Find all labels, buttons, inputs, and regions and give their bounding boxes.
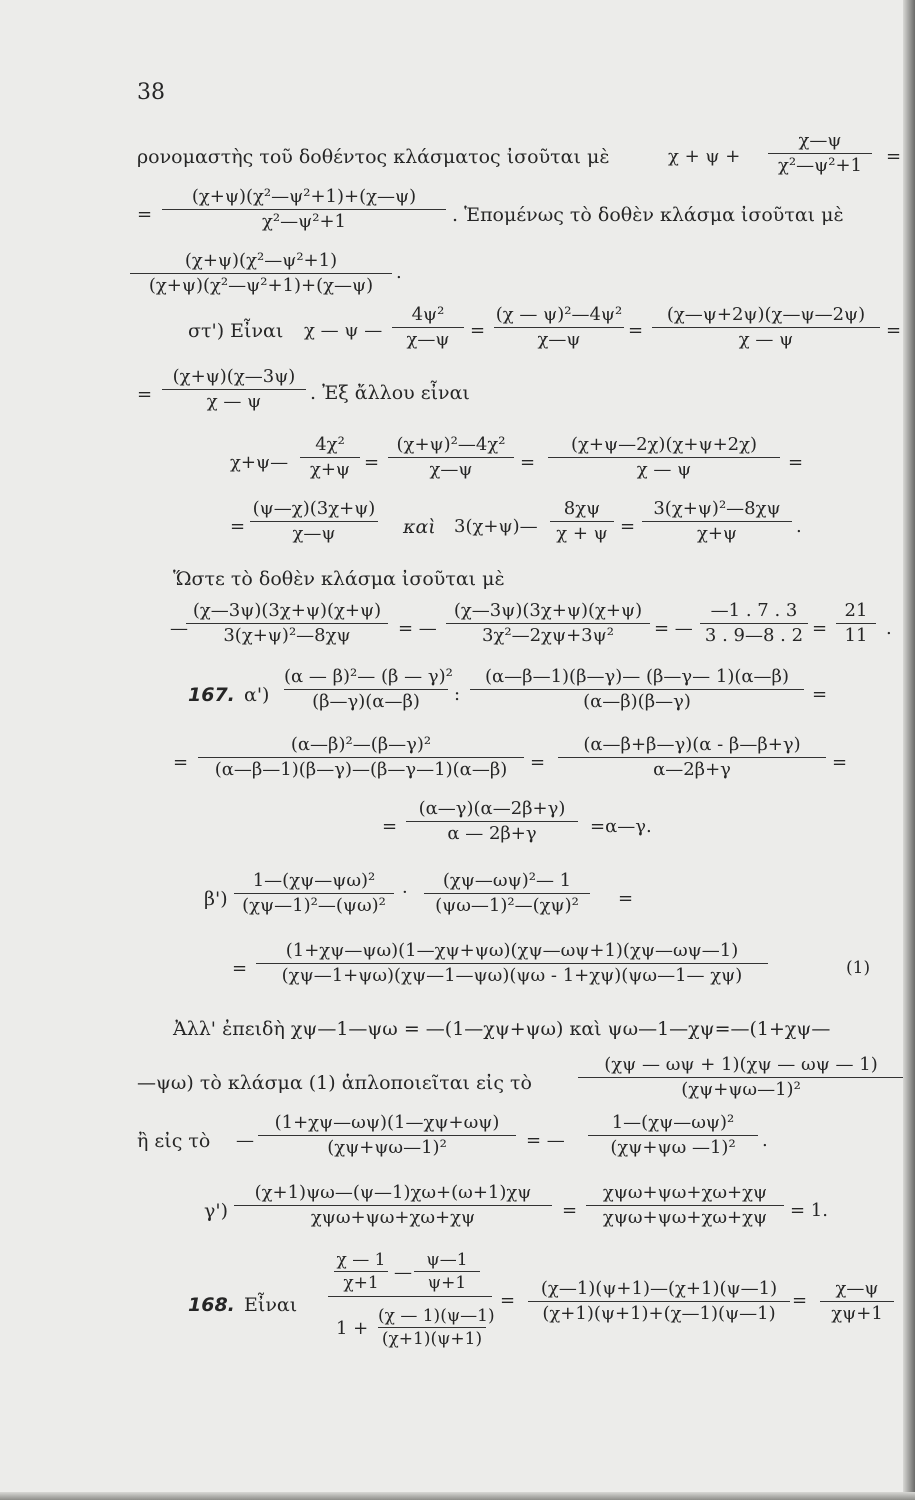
fraction: $\frac{\text{(χ+ψ)(χ²—ψ²+1)+(χ—ψ)}}{\text{χ²—ψ²+1}}$ <box>162 186 446 233</box>
equals-sign: = <box>620 516 636 537</box>
fraction: $\frac{\text{(χψ—ωψ)²— 1}}{\text{(ψω—1)²—(χψ)²}}$ <box>424 870 590 917</box>
page-bottom-edge <box>0 1492 915 1500</box>
l8-text: Ὥστε τὸ δοθὲν κλάσμα ἰσοῦται μὲ <box>173 568 505 590</box>
equals-sign: = <box>628 320 644 341</box>
fraction: $\frac{\chi—\psi}{\chi\psi+1}$ <box>820 1278 894 1325</box>
fraction: $\frac{(\chi—1)(\psi+1)—(\chi+1)(\psi—1)}{(\chi+1)(\psi+1)+(\chi—1)(\psi—1)}$ <box>528 1278 790 1325</box>
line-1-text: ρονομαστὴς τοῦ δοθέντος κλάσματος ἰσοῦται μὲ <box>137 146 610 168</box>
fraction: (χ+1)ψω—(ψ—1)χω+(ω+1)χψ χψω+ψω+χω+χψ <box>234 1182 552 1229</box>
equals-sign: = <box>886 320 902 341</box>
line-1-expr: χ + ψ + <box>668 146 741 167</box>
fraction: $\frac{(\chi — 1)(\psi—1)}{(\chi+1)(\psi+1)}$ <box>378 1306 495 1349</box>
fraction: $\frac{(\chi+\psi)(\chi—3\psi)}{\chi — \psi}$ <box>162 366 306 413</box>
st-label: στ') Εἶναι <box>188 320 284 342</box>
equals-sign: = <box>173 752 189 773</box>
equals-sign: = <box>137 204 153 225</box>
equals-sign: = <box>618 888 634 909</box>
part-label: α') <box>244 684 270 706</box>
fraction: $\frac{8\chi\psi}{\chi + \psi}$ <box>550 498 614 545</box>
all-line-1: Ἀλλ' ἐπειδὴ χψ—1—ψω = —(1—χψ+ψω) καὶ ψω—1—χψ=—(1+χψ— <box>173 1018 831 1040</box>
equals-minus: = — <box>654 618 693 639</box>
fraction: $\frac{\text{(α — β)²— (β — γ)²}}{(\beta—\gamma)(\alpha—\beta)}$ <box>284 666 453 712</box>
part-label: γ') <box>204 1200 228 1222</box>
fraction: $\frac{\text{3(χ+ψ)²—8χψ}}{\chi+\psi}$ <box>642 498 792 545</box>
equals-sign: = <box>530 752 546 773</box>
equals-sign: = <box>788 452 804 473</box>
fraction: $\frac{(\psi—\chi)(3\chi+\psi)}{\chi—\psi}$ <box>250 498 378 545</box>
equals-sign: = <box>137 384 153 405</box>
st-expr: χ — ψ — <box>304 320 383 341</box>
result: = 1. <box>790 1200 828 1221</box>
fraction: $\frac{\text{4ψ²}}{\chi—\psi}$ <box>392 304 464 351</box>
fraction: $\frac{\text{1—(χψ—ψω)²}}{\text{(χψ—1)²—(ψω)²}}$ <box>234 870 394 917</box>
period: . <box>762 1130 768 1151</box>
page-edge-shadow <box>903 0 915 1500</box>
l6-expr: χ+ψ— <box>230 452 289 473</box>
problem-number: 167. <box>188 684 235 706</box>
equals-sign: = <box>364 452 380 473</box>
one-plus: 1 + <box>336 1318 369 1339</box>
period: . <box>396 262 402 283</box>
eis-label: ἢ εἰς τὸ <box>137 1130 211 1152</box>
result: =α—γ. <box>590 816 652 837</box>
equals-sign: = <box>232 958 248 979</box>
fraction: $\frac{(\chi—3\psi)(3\chi+\psi)(\chi+\psi)}{\text{3χ²—2χψ+3ψ²}}$ <box>446 600 650 647</box>
all-line-2: —ψω) τὸ κλάσμα (1) ἁπλοποιεῖται εἰς τὸ <box>137 1072 532 1094</box>
st2-text: . Ἐξ ἄλλου εἶναι <box>310 382 470 404</box>
minus-sign: — <box>170 618 188 639</box>
fraction: $\frac{\text{(χ+ψ)²—4χ²}}{\chi—\psi}$ <box>388 434 514 481</box>
fraction: $\frac{(\alpha—\beta+\beta—\gamma)(\alpha - \beta—\beta+\gamma)}{\alpha—2\beta+\gamma}$ <box>558 734 826 781</box>
minus-sign: — <box>394 1262 412 1283</box>
equals-sign: = <box>520 452 536 473</box>
minus-sign: — <box>236 1130 254 1151</box>
main-fraction-bar <box>328 1296 492 1297</box>
fraction: $\frac{(\chi\psi — \omega\psi + 1)(\chi\psi — \omega\psi — 1)}{\text{(χψ+ψω—1)²}}$ <box>578 1054 904 1101</box>
equals-sign: = <box>812 684 828 705</box>
fraction: $\frac{21}{11}$ <box>836 600 876 647</box>
fraction: $\frac{\psi—1}{\psi+1}$ <box>414 1250 480 1293</box>
problem-number: 168. <box>188 1294 235 1316</box>
fraction: $\frac{(1+\chi\psi—\omega\psi)(1—\chi\psi+\omega\psi)}{\text{(χψ+ψω—1)²}}$ <box>258 1112 516 1159</box>
fraction: $\frac{(\alpha—\beta—1)(\beta—\gamma)— (\beta—\gamma— 1)(\alpha—\beta)}{(\alpha—\beta)(\beta—\gamma)}$ <box>470 666 804 713</box>
fraction: $\frac{\text{4χ²}}{\chi+\psi}$ <box>300 434 360 481</box>
colon: : <box>454 684 461 705</box>
equation-tag: (1) <box>846 958 871 978</box>
fraction: $\frac{(\alpha—\gamma)(\alpha—2\beta+\gamma)}{\alpha — 2\beta+\gamma}$ <box>406 798 578 845</box>
fraction: $\frac{\text{(χ — ψ)²—4ψ²}}{\chi—\psi}$ <box>495 304 623 350</box>
part-label: β') <box>204 888 228 910</box>
equals-sign: = <box>832 752 848 773</box>
fraction: $\frac{\chi — 1}{\chi+1}$ <box>334 1250 388 1293</box>
equals-sign: = <box>470 320 486 341</box>
equals-minus: = — <box>398 618 437 639</box>
equals-sign: = <box>792 1290 808 1311</box>
dot-operator: · <box>402 882 408 903</box>
equals-sign: = <box>500 1290 516 1311</box>
fraction: $\frac{\text{(χ+ψ)(χ²—ψ²+1)}}{\text{(χ+ψ)(χ²—ψ²+1)+(χ—ψ)}}$ <box>130 250 392 297</box>
period: . <box>886 618 892 639</box>
equals-sign: = <box>382 816 398 837</box>
equals-minus: = — <box>526 1130 565 1151</box>
p168-label: Εἶναι <box>244 1294 298 1316</box>
l7-expr: 3(χ+ψ)— <box>454 516 538 537</box>
kai-text: καὶ <box>403 516 436 538</box>
period: . <box>796 516 802 537</box>
equals-sign: = <box>230 516 246 537</box>
fraction: χψω+ψω+χω+χψ χψω+ψω+χω+χψ <box>586 1182 784 1229</box>
equals-sign: = <box>562 1200 578 1221</box>
fraction: $\frac{\text{(α—β)²—(β—γ)²}}{(\alpha—\beta—1)(\beta—\gamma)—(\beta—\gamma—1)(\alpha—\beta)}$ <box>198 734 524 781</box>
line-2-text: . Ἑπομένως τὸ δοθὲν κλάσμα ἰσοῦται μὲ <box>452 204 844 226</box>
fraction: $\frac{\chi—\psi}{\text{χ²—ψ²+1}}$ <box>768 130 872 177</box>
fraction: $\frac{—1 . 7 . 3}{3 . 9—8 . 2}$ <box>700 600 808 647</box>
fraction: $\frac{(1+\chi\psi—\psi\omega)(1—\chi\psi+\psi\omega)(\chi\psi—\omega\psi+1)(\chi\psi—\omega\psi—1)}{(\chi\psi—1+\psi\omega)(\chi\psi—1—\psi\omega)(\psi\omega - 1+\chi\psi)(\psi\omega—1— \chi\psi)}$ <box>256 940 768 987</box>
fraction: $\frac{\text{1—(χψ—ωψ)²}}{\text{(χψ+ψω —1)²}}$ <box>588 1112 758 1159</box>
fraction: $\frac{(\chi+\psi—2\chi)(\chi+\psi+2\chi)}{\chi — \psi}$ <box>548 434 780 481</box>
equals-sign: = <box>886 146 902 167</box>
fraction: $\frac{(\chi—3\psi)(3\chi+\psi)(\chi+\psi)}{\text{3(χ+ψ)²—8χψ}}$ <box>186 600 388 647</box>
fraction: $\frac{(\chi—\psi+2\psi)(\chi—\psi—2\psi)}{\chi — \psi}$ <box>652 304 880 351</box>
equals-sign: = <box>812 618 828 639</box>
page-number: 38 <box>137 80 165 105</box>
